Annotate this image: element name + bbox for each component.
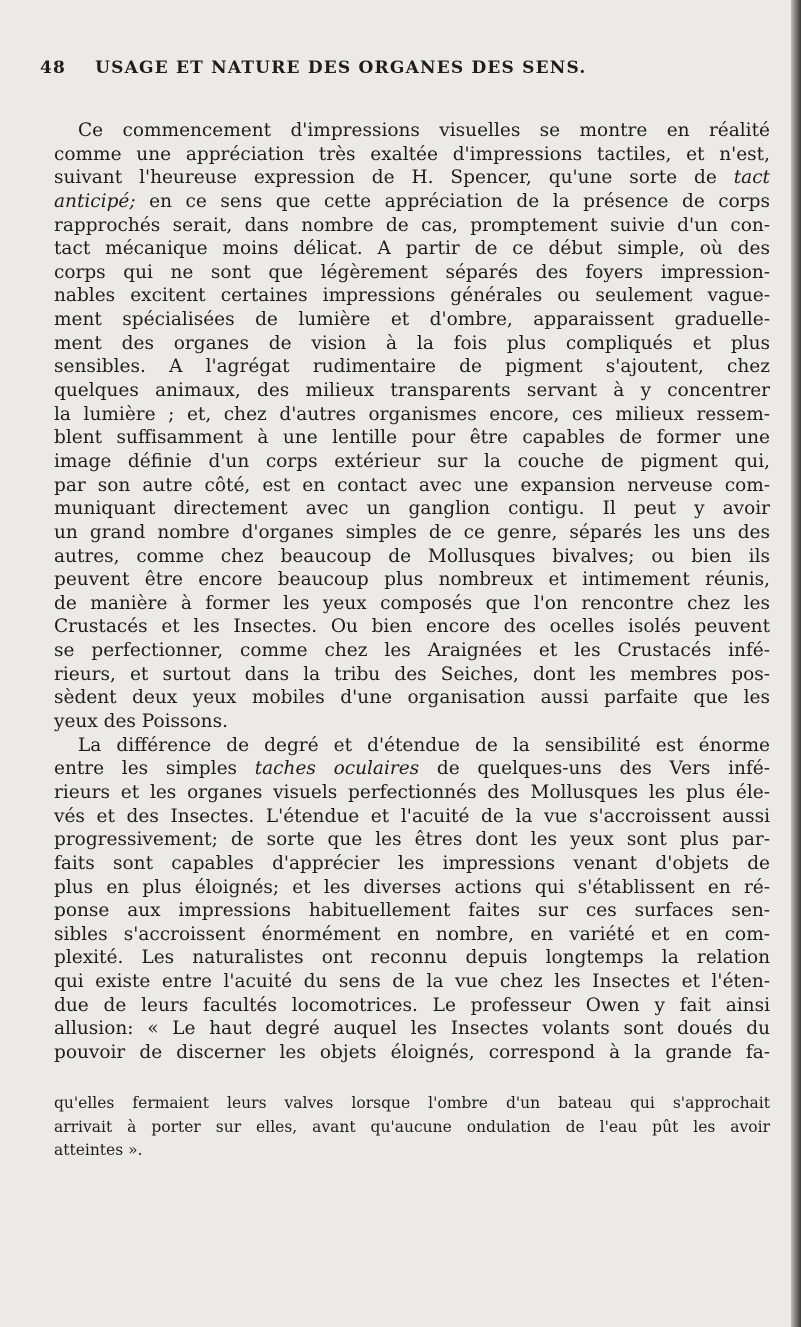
text-line [54,166,770,190]
text-segment: tact mécanique moins délicat. A partir de ce début simple, où des [54,238,770,260]
text-line [54,214,770,238]
page-edge-shadow [791,0,801,1327]
text-line [54,592,770,616]
text-line [54,450,770,474]
text-segment: en ce sens que cette appréciation de la présence de corps [135,190,770,212]
text-segment: blent suffisamment à une lentille pour être capables de former une [54,427,770,449]
text-line [54,781,770,805]
text-segment: image définie d'un corps extérieur sur la couche de pigment qui, [54,450,770,472]
text-segment: de manière à former les yeux composés que l'on rencontre chez les [54,592,770,614]
text-line [54,1017,770,1041]
text-segment: sibles s'accroissent énormément en nombre, en variété et en com- [54,923,770,945]
text-segment: La différence de degré et d'étendue de la sensibilité est énorme [78,734,770,756]
text-line [54,474,770,498]
text-segment: arrivait à porter sur elles, avant qu'aucune ondulation de l'eau pût les avoir [54,1117,770,1136]
text-segment: se perfectionner, comme chez les Araignées et les Crustacés infé- [54,640,770,662]
text-segment: rieurs et les organes visuels perfectionnés des Mollusques les plus éle- [54,781,770,803]
text-line [54,686,770,710]
text-line [54,710,770,734]
text-segment: pouvoir de discerner les objets éloignés, correspond à la grande fa- [54,1041,770,1063]
text-segment: plus en plus éloignés; et les diverses actions qui s'établissent en ré- [54,876,770,898]
text-segment: entre les simples [54,758,255,780]
text-segment: Ce commencement d'impressions visuelles se montre en réalité [78,120,770,141]
text-segment: comme une appréciation très exaltée d'impressions tactiles, et n'est, [54,143,770,165]
text-line [54,805,770,829]
italic-text: tact [733,167,770,189]
text-line [54,663,770,687]
text-line [54,970,770,994]
footnote-line [54,1139,770,1163]
text-segment: allusion: « Le haut degré auquel les Insectes volants sont doués du [54,1018,770,1040]
text-segment: Crustacés et les Insectes. Ou bien encore des ocelles isolés peuvent [54,616,770,638]
text-segment: rapprochés serait, dans nombre de cas, promptement suivie d'un con- [54,214,770,236]
text-segment: plexité. Les naturalistes ont reconnu depuis longtemps la relation [54,947,770,969]
text-segment: corps qui ne sont que légèrement séparés des foyers impression- [54,261,770,283]
running-title: USAGE ET NATURE DES ORGANES DES SENS. [95,58,587,78]
text-line [54,1041,770,1065]
text-segment: rieurs, et surtout dans la tribu des Seiches, dont les membres pos- [54,663,770,685]
text-segment: par son autre côté, est en contact avec une expansion nerveuse com- [54,474,770,496]
text-line [54,497,770,521]
text-line [54,639,770,663]
text-line [54,852,770,876]
text-segment: faits sont capables d'apprécier les impressions venant d'objets de [54,852,770,874]
text-line [54,332,770,356]
text-line [54,403,770,427]
page-number: 48 [40,58,67,78]
footnote-line [54,1092,770,1116]
text-segment: autres, comme chez beaucoup de Mollusques bivalves; ou bien ils [54,545,770,567]
text-line [54,261,770,285]
text-segment: muniquant directement avec un ganglion contigu. Il peut y avoir [54,498,770,520]
text-line [54,284,770,308]
text-segment: qui existe entre l'acuité du sens de la vue chez les Insectes et l'éten- [54,971,770,993]
text-line [54,237,770,261]
text-line [54,521,770,545]
text-segment: yeux des Poissons. [54,711,228,733]
text-segment: progressivement; de sorte que les êtres dont les yeux sont plus par- [54,829,770,851]
text-line [54,734,770,758]
text-segment: un grand nombre d'organes simples de ce genre, séparés les uns des [54,521,770,543]
text-segment: qu'elles fermaient leurs valves lorsque l'ombre d'un bateau qui s'approchait [54,1094,770,1112]
text-line [54,923,770,947]
text-segment: due de leurs facultés locomotrices. Le professeur Owen y fait ainsi [54,994,770,1016]
text-line [54,568,770,592]
text-segment: sèdent deux yeux mobiles d'une organisation aussi parfaite que les [54,687,770,709]
text-line [54,828,770,852]
text-line [54,355,770,379]
text-line [54,308,770,332]
footnote [54,1092,770,1163]
italic-text: anticipé; [54,190,136,212]
text-line [54,119,770,143]
text-segment: la lumière ; et, chez d'autres organismes encore, ces milieux ressem- [54,403,770,425]
text-line [54,757,770,781]
text-line [54,994,770,1018]
running-header [40,58,700,78]
text-line [54,379,770,403]
body-text [54,119,770,1065]
text-segment: ponse aux impressions habituellement faites sur ces surfaces sen- [54,900,770,922]
text-segment: atteintes ». [54,1141,143,1160]
text-line [54,143,770,167]
text-line [54,426,770,450]
text-segment: vés et des Insectes. L'étendue et l'acuité de la vue s'accroissent aussi [54,805,770,827]
text-line [54,190,770,214]
text-segment: sensibles. A l'agrégat rudimentaire de pigment s'ajoutent, chez [54,356,770,378]
text-line [54,899,770,923]
text-line [54,946,770,970]
text-line [54,615,770,639]
footnote-line [54,1116,770,1140]
italic-text: taches oculaires [254,758,420,780]
text-segment: ment spécialisées de lumière et d'ombre, apparaissent graduelle- [54,309,770,331]
text-line [54,545,770,569]
text-segment: suivant l'heureuse expression de H. Spencer, qu'une sorte de [54,167,734,189]
text-segment: nables excitent certaines impressions générales ou seulement vague- [54,285,770,307]
text-segment: quelques animaux, des milieux transparents servant à y concentrer [54,380,770,402]
text-segment: peuvent être encore beaucoup plus nombreux et intimement réunis, [54,569,770,591]
text-line [54,876,770,900]
text-segment: ment des organes de vision à la fois plus compliqués et plus [54,332,770,354]
text-segment: de quelques-uns des Vers infé- [419,758,770,780]
